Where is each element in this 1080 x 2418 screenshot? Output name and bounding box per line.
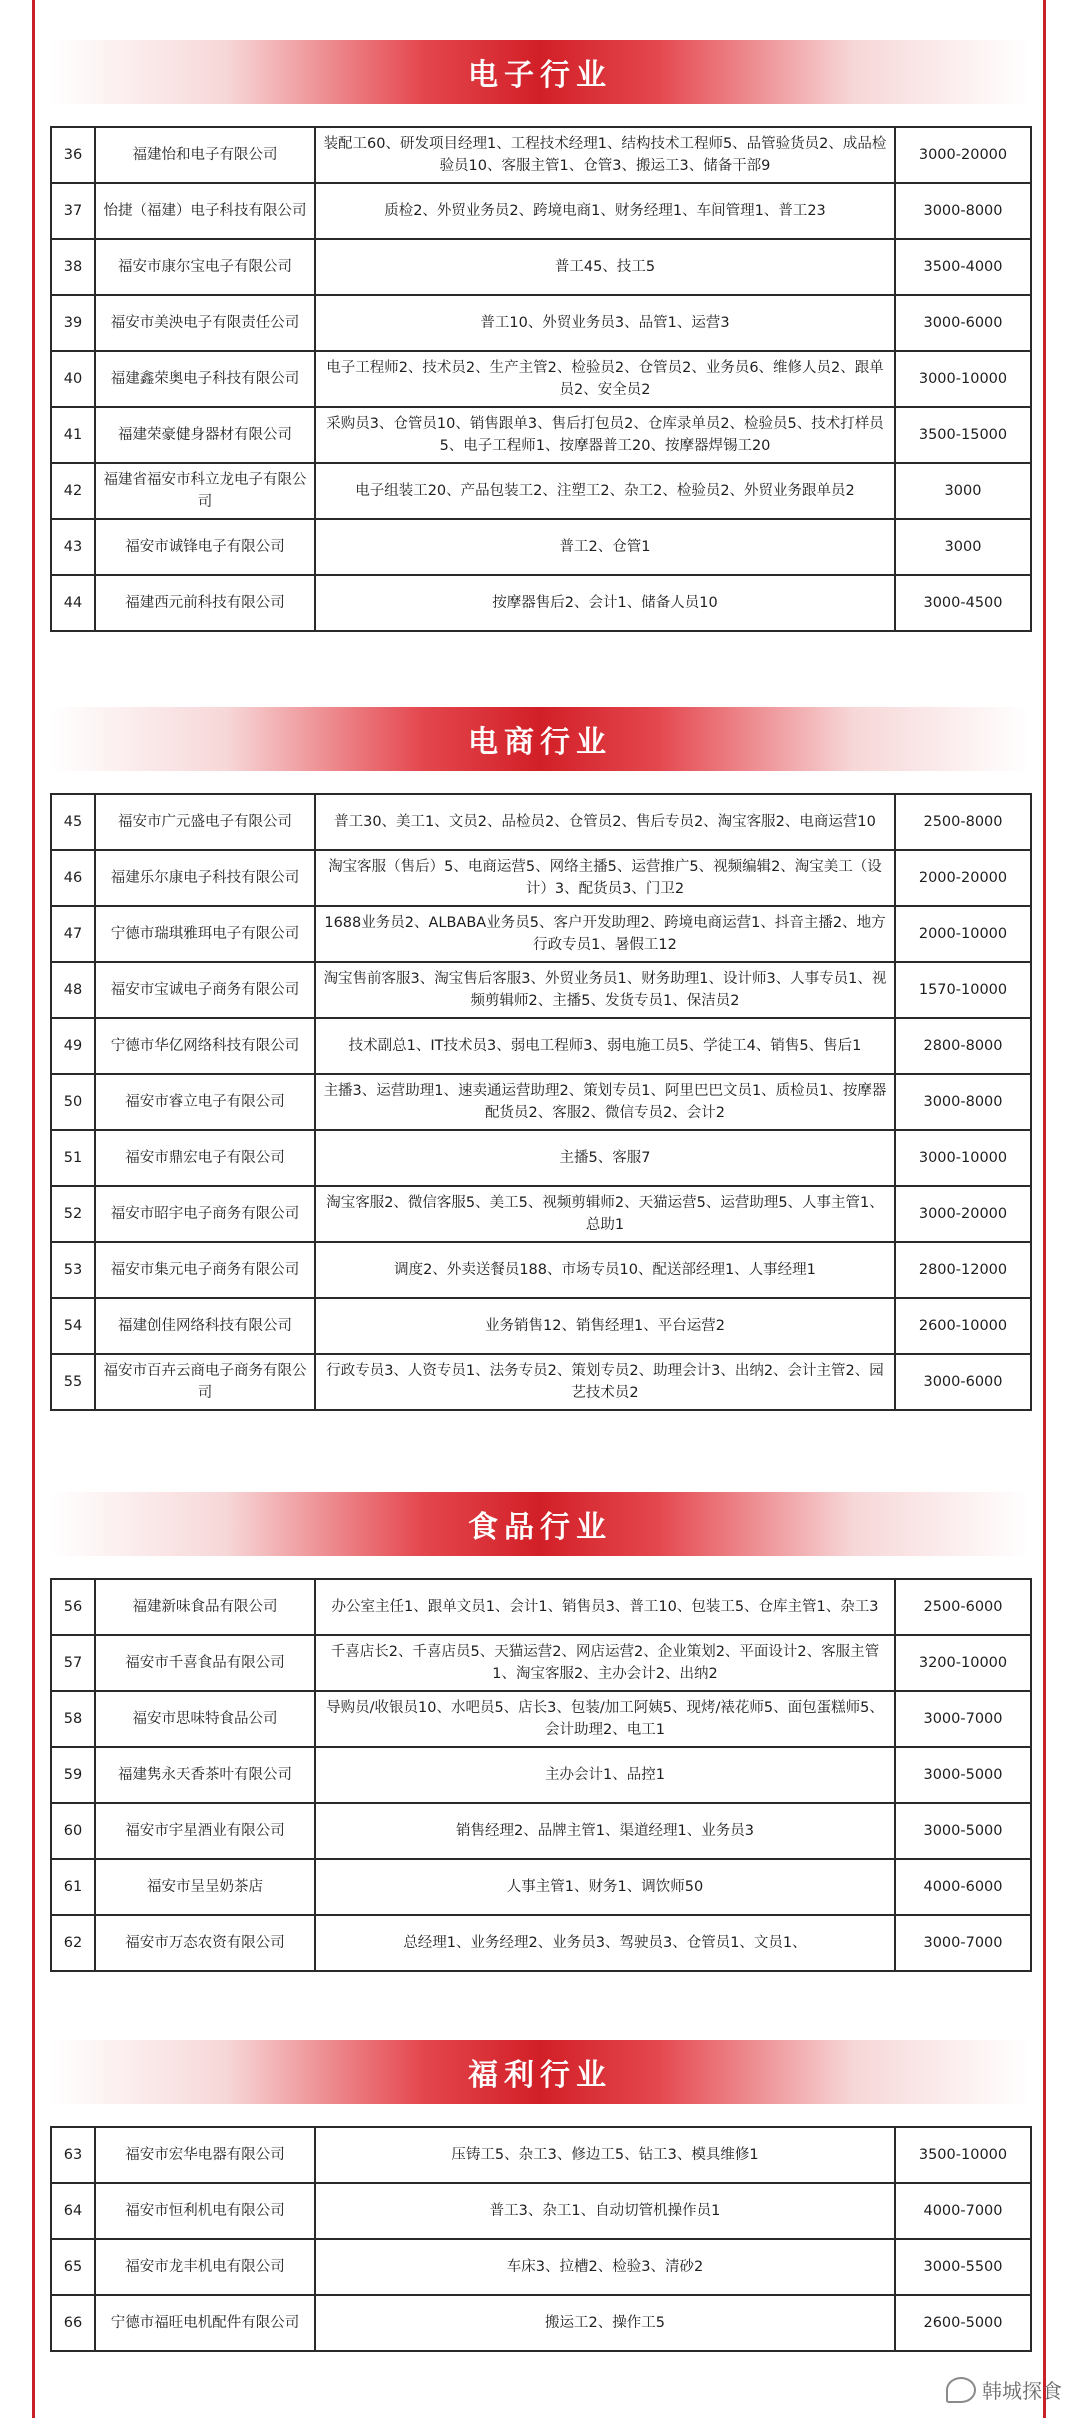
row-number: 65 xyxy=(51,2239,95,2295)
table-row xyxy=(51,407,1031,463)
row-number: 46 xyxy=(51,850,95,906)
table-row xyxy=(51,1915,1031,1971)
row-number: 45 xyxy=(51,794,95,850)
salary-range: 3000 xyxy=(895,519,1031,575)
job-positions: 1688业务员2、ALBABA业务员5、客户开发助理2、跨境电商运营1、抖音主播2、地方行政专员1、暑假工12 xyxy=(315,906,895,962)
row-number: 38 xyxy=(51,239,95,295)
salary-range: 4000-6000 xyxy=(895,1859,1031,1915)
table-row xyxy=(51,1691,1031,1747)
salary-range: 3500-10000 xyxy=(895,2127,1031,2183)
company-name: 福安市美泱电子有限责任公司 xyxy=(95,295,315,351)
table-row xyxy=(51,1579,1031,1635)
job-positions: 压铸工5、杂工3、修边工5、钻工3、模具维修1 xyxy=(315,2127,895,2183)
salary-range: 3000-6000 xyxy=(895,1354,1031,1410)
company-name: 福安市广元盛电子有限公司 xyxy=(95,794,315,850)
row-number: 59 xyxy=(51,1747,95,1803)
job-positions: 行政专员3、人资专员1、法务专员2、策划专员2、助理会计3、出纳2、会计主管2、园艺技术员2 xyxy=(315,1354,895,1410)
table-row xyxy=(51,575,1031,631)
salary-range: 3000-10000 xyxy=(895,1130,1031,1186)
row-number: 52 xyxy=(51,1186,95,1242)
table-row xyxy=(51,2239,1031,2295)
job-positions: 千喜店长2、千喜店员5、天猫运营2、网店运营2、企业策划2、平面设计2、客服主管1、淘宝客服2、主办会计2、出纳2 xyxy=(315,1635,895,1691)
table-row xyxy=(51,519,1031,575)
row-number: 51 xyxy=(51,1130,95,1186)
salary-range: 3500-4000 xyxy=(895,239,1031,295)
salary-range: 2500-6000 xyxy=(895,1579,1031,1635)
watermark xyxy=(946,2375,1062,2404)
table-row xyxy=(51,127,1031,183)
job-positions: 按摩器售后2、会计1、储备人员10 xyxy=(315,575,895,631)
salary-range: 3000-6000 xyxy=(895,295,1031,351)
company-name: 福安市呈呈奶茶店 xyxy=(95,1859,315,1915)
company-name: 福建省福安市科立龙电子有限公司 xyxy=(95,463,315,519)
row-number: 57 xyxy=(51,1635,95,1691)
job-positions: 淘宝售前客服3、淘宝售后客服3、外贸业务员1、财务助理1、设计师3、人事专员1、视频剪辑师2、主播5、发货专员1、保洁员2 xyxy=(315,962,895,1018)
salary-range: 2600-5000 xyxy=(895,2295,1031,2351)
salary-range: 3000-20000 xyxy=(895,1186,1031,1242)
section-title: 电子行业 xyxy=(468,58,612,93)
row-number: 50 xyxy=(51,1074,95,1130)
table-row xyxy=(51,239,1031,295)
job-positions: 普工2、仓管1 xyxy=(315,519,895,575)
table-row xyxy=(51,1242,1031,1298)
job-positions: 普工45、技工5 xyxy=(315,239,895,295)
job-positions: 装配工60、研发项目经理1、工程技术经理1、结构技术工程师5、品管验货员2、成品检验员10、客服主管1、仓管3、搬运工3、储备干部9 xyxy=(315,127,895,183)
salary-range: 3000-4500 xyxy=(895,575,1031,631)
company-name: 福安市昭宇电子商务有限公司 xyxy=(95,1186,315,1242)
job-positions: 人事主管1、财务1、调饮师50 xyxy=(315,1859,895,1915)
table-row xyxy=(51,295,1031,351)
row-number: 55 xyxy=(51,1354,95,1410)
table-row xyxy=(51,1298,1031,1354)
company-name: 福安市思味特食品公司 xyxy=(95,1691,315,1747)
salary-range: 1570-10000 xyxy=(895,962,1031,1018)
table-row xyxy=(51,463,1031,519)
table-row xyxy=(51,183,1031,239)
salary-range: 3500-15000 xyxy=(895,407,1031,463)
table-row xyxy=(51,1074,1031,1130)
salary-range: 3000-7000 xyxy=(895,1691,1031,1747)
wechat-icon xyxy=(946,2377,976,2403)
salary-range: 2000-10000 xyxy=(895,906,1031,962)
company-name: 福安市龙丰机电有限公司 xyxy=(95,2239,315,2295)
salary-range: 3000-7000 xyxy=(895,1915,1031,1971)
company-name: 宁德市福旺电机配件有限公司 xyxy=(95,2295,315,2351)
section-banner xyxy=(50,1492,1030,1556)
job-positions: 办公室主任1、跟单文员1、会计1、销售员3、普工10、包装工5、仓库主管1、杂工3 xyxy=(315,1579,895,1635)
company-name: 福安市诚锋电子有限公司 xyxy=(95,519,315,575)
job-positions: 总经理1、业务经理2、业务员3、驾驶员3、仓管员1、文员1、 xyxy=(315,1915,895,1971)
row-number: 64 xyxy=(51,2183,95,2239)
salary-range: 3200-10000 xyxy=(895,1635,1031,1691)
salary-range: 3000-20000 xyxy=(895,127,1031,183)
section-banner xyxy=(50,707,1030,771)
salary-range: 2800-8000 xyxy=(895,1018,1031,1074)
job-positions: 质检2、外贸业务员2、跨境电商1、财务经理1、车间管理1、普工23 xyxy=(315,183,895,239)
table-row xyxy=(51,1018,1031,1074)
row-number: 56 xyxy=(51,1579,95,1635)
table-row xyxy=(51,2295,1031,2351)
company-name: 福安市宏华电器有限公司 xyxy=(95,2127,315,2183)
row-number: 48 xyxy=(51,962,95,1018)
table-row xyxy=(51,906,1031,962)
job-positions: 普工30、美工1、文员2、品检员2、仓管员2、售后专员2、淘宝客服2、电商运营10 xyxy=(315,794,895,850)
salary-range: 3000-5000 xyxy=(895,1747,1031,1803)
job-positions: 调度2、外卖送餐员188、市场专员10、配送部经理1、人事经理1 xyxy=(315,1242,895,1298)
table-row xyxy=(51,1859,1031,1915)
section-title: 福利行业 xyxy=(468,2058,612,2093)
section-title: 电商行业 xyxy=(468,725,612,760)
company-name: 宁德市华亿网络科技有限公司 xyxy=(95,1018,315,1074)
row-number: 54 xyxy=(51,1298,95,1354)
company-name: 福建西元前科技有限公司 xyxy=(95,575,315,631)
watermark-text: 韩城探食 xyxy=(982,2379,1062,2403)
job-positions: 技术副总1、IT技术员3、弱电工程师3、弱电施工员5、学徒工4、销售5、售后1 xyxy=(315,1018,895,1074)
company-name: 福安市睿立电子有限公司 xyxy=(95,1074,315,1130)
company-name: 福安市集元电子商务有限公司 xyxy=(95,1242,315,1298)
job-table xyxy=(50,126,1032,632)
job-positions: 主办会计1、品控1 xyxy=(315,1747,895,1803)
row-number: 61 xyxy=(51,1859,95,1915)
row-number: 66 xyxy=(51,2295,95,2351)
row-number: 62 xyxy=(51,1915,95,1971)
row-number: 47 xyxy=(51,906,95,962)
company-name: 福建新味食品有限公司 xyxy=(95,1579,315,1635)
row-number: 49 xyxy=(51,1018,95,1074)
section-banner xyxy=(50,40,1030,104)
salary-range: 2000-20000 xyxy=(895,850,1031,906)
table-row xyxy=(51,794,1031,850)
company-name: 宁德市瑞琪雅珥电子有限公司 xyxy=(95,906,315,962)
table-row xyxy=(51,1186,1031,1242)
job-positions: 淘宝客服2、微信客服5、美工5、视频剪辑师2、天猫运营5、运营助理5、人事主管1、总助1 xyxy=(315,1186,895,1242)
company-name: 福建怡和电子有限公司 xyxy=(95,127,315,183)
company-name: 福安市康尔宝电子有限公司 xyxy=(95,239,315,295)
row-number: 36 xyxy=(51,127,95,183)
section-welfare xyxy=(50,2040,1030,2352)
row-number: 39 xyxy=(51,295,95,351)
job-positions: 采购员3、仓管员10、销售跟单3、售后打包员2、仓库录单员2、检验员5、技术打样员5、电子工程师1、按摩器普工20、按摩器焊锡工20 xyxy=(315,407,895,463)
row-number: 37 xyxy=(51,183,95,239)
salary-range: 3000-5000 xyxy=(895,1803,1031,1859)
job-table xyxy=(50,2126,1032,2352)
section-food xyxy=(50,1492,1030,1972)
salary-range: 3000 xyxy=(895,463,1031,519)
table-row xyxy=(51,1747,1031,1803)
company-name: 福安市鼎宏电子有限公司 xyxy=(95,1130,315,1186)
section-banner xyxy=(50,2040,1030,2104)
company-name: 福建隽永天香茶叶有限公司 xyxy=(95,1747,315,1803)
section-title: 食品行业 xyxy=(468,1510,612,1545)
job-table xyxy=(50,1578,1032,1972)
company-name: 福安市宝诚电子商务有限公司 xyxy=(95,962,315,1018)
company-name: 福安市百卉云商电子商务有限公司 xyxy=(95,1354,315,1410)
company-name: 福安市宇星酒业有限公司 xyxy=(95,1803,315,1859)
table-row xyxy=(51,1803,1031,1859)
company-name: 福安市千喜食品有限公司 xyxy=(95,1635,315,1691)
section-electronics xyxy=(50,40,1030,632)
table-row xyxy=(51,1635,1031,1691)
table-row xyxy=(51,1130,1031,1186)
row-number: 43 xyxy=(51,519,95,575)
job-positions: 普工10、外贸业务员3、品管1、运营3 xyxy=(315,295,895,351)
job-positions: 搬运工2、操作工5 xyxy=(315,2295,895,2351)
job-positions: 淘宝客服（售后）5、电商运营5、网络主播5、运营推广5、视频编辑2、淘宝美工（设计）3、配货员3、门卫2 xyxy=(315,850,895,906)
company-name: 福建乐尔康电子科技有限公司 xyxy=(95,850,315,906)
row-number: 40 xyxy=(51,351,95,407)
company-name: 福建荣豪健身器材有限公司 xyxy=(95,407,315,463)
job-positions: 电子组装工20、产品包装工2、注塑工2、杂工2、检验员2、外贸业务跟单员2 xyxy=(315,463,895,519)
salary-range: 2500-8000 xyxy=(895,794,1031,850)
job-positions: 普工3、杂工1、自动切管机操作员1 xyxy=(315,2183,895,2239)
job-positions: 导购员/收银员10、水吧员5、店长3、包装/加工阿姨5、现烤/裱花师5、面包蛋糕师5、会计助理2、电工1 xyxy=(315,1691,895,1747)
row-number: 41 xyxy=(51,407,95,463)
company-name: 福安市恒利机电有限公司 xyxy=(95,2183,315,2239)
salary-range: 3000-5500 xyxy=(895,2239,1031,2295)
job-positions: 业务销售12、销售经理1、平台运营2 xyxy=(315,1298,895,1354)
salary-range: 2600-10000 xyxy=(895,1298,1031,1354)
job-positions: 销售经理2、品牌主管1、渠道经理1、业务员3 xyxy=(315,1803,895,1859)
salary-range: 3000-10000 xyxy=(895,351,1031,407)
table-row xyxy=(51,850,1031,906)
company-name: 福建创佳网络科技有限公司 xyxy=(95,1298,315,1354)
salary-range: 3000-8000 xyxy=(895,1074,1031,1130)
table-row xyxy=(51,2127,1031,2183)
salary-range: 2800-12000 xyxy=(895,1242,1031,1298)
row-number: 60 xyxy=(51,1803,95,1859)
job-table xyxy=(50,793,1032,1411)
table-row xyxy=(51,351,1031,407)
job-positions: 电子工程师2、技术员2、生产主管2、检验员2、仓管员2、业务员6、维修人员2、跟单员2、安全员2 xyxy=(315,351,895,407)
salary-range: 3000-8000 xyxy=(895,183,1031,239)
row-number: 42 xyxy=(51,463,95,519)
row-number: 58 xyxy=(51,1691,95,1747)
section-ecommerce xyxy=(50,707,1030,1411)
company-name: 福建鑫荣奥电子科技有限公司 xyxy=(95,351,315,407)
company-name: 怡捷（福建）电子科技有限公司 xyxy=(95,183,315,239)
table-row xyxy=(51,962,1031,1018)
job-positions: 主播5、客服7 xyxy=(315,1130,895,1186)
table-row xyxy=(51,1354,1031,1410)
row-number: 53 xyxy=(51,1242,95,1298)
row-number: 63 xyxy=(51,2127,95,2183)
row-number: 44 xyxy=(51,575,95,631)
job-positions: 主播3、运营助理1、速卖通运营助理2、策划专员1、阿里巴巴文员1、质检员1、按摩器配货员2、客服2、微信专员2、会计2 xyxy=(315,1074,895,1130)
table-row xyxy=(51,2183,1031,2239)
company-name: 福安市万态农资有限公司 xyxy=(95,1915,315,1971)
job-positions: 车床3、拉槽2、检验3、清砂2 xyxy=(315,2239,895,2295)
salary-range: 4000-7000 xyxy=(895,2183,1031,2239)
